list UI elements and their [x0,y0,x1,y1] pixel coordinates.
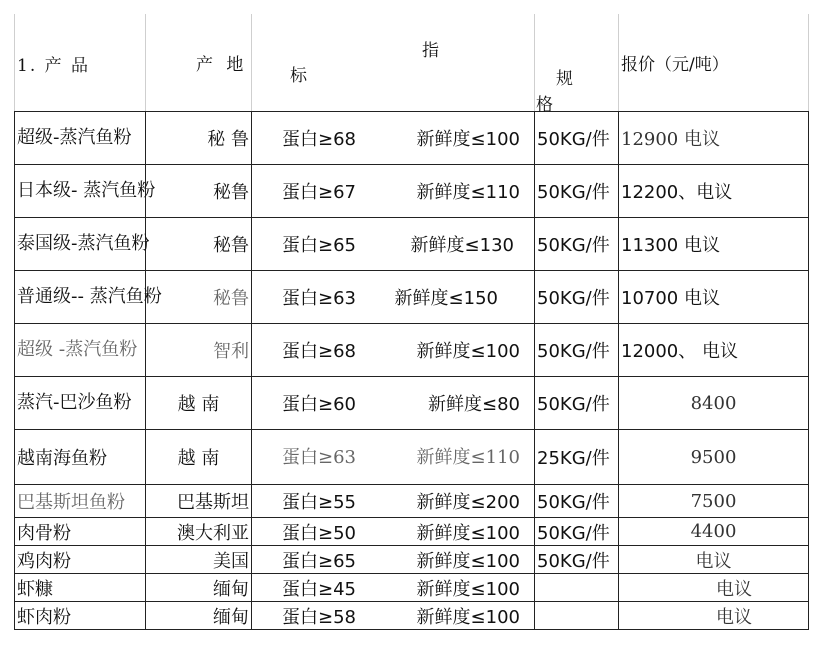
origin-cell: 秘鲁 [146,271,252,324]
product-cell: 巴基斯坦鱼粉 [15,485,146,518]
fishmeal-price-table [14,14,809,630]
origin-cell: 秘 鲁 [146,112,252,165]
product-cell: 鸡肉粉 [15,546,146,574]
product-cell: 普通级-- 蒸汽鱼粉 [15,271,146,324]
header-origin-label: 产 地 [196,55,248,75]
price-cell: 4400 [619,518,809,546]
origin-cell: 缅甸 [146,602,252,630]
product-cell: 蒸汽-巴沙鱼粉 [15,377,146,430]
price-cell: 8400 [619,377,809,430]
freshness-value: 新鲜度≤110 [416,447,520,468]
origin-cell: 智利 [146,324,252,377]
freshness-value: 新鲜度≤100 [416,578,520,600]
freshness-value: 新鲜度≤110 [416,182,520,203]
price-cell: 电议 [619,546,809,574]
table-row [15,165,809,218]
index-cell [252,377,535,430]
spec-cell: 50KG/件 [535,546,619,574]
protein-value: 蛋白≥63 [282,447,356,468]
product-cell: 虾肉粉 [15,602,146,630]
freshness-value: 新鲜度≤100 [416,550,520,572]
freshness-value: 新鲜度≤100 [416,606,520,628]
price-cell: 12000、 电议 [619,324,809,377]
table-row [15,602,809,630]
protein-value: 蛋白≥50 [282,522,356,544]
table-row [15,377,809,430]
origin-cell: 秘鲁 [146,165,252,218]
index-cell [252,165,535,218]
price-cell: 电议 [619,602,809,630]
table-row [15,112,809,165]
header-origin [146,14,252,112]
spec-cell [535,602,619,630]
freshness-value: 新鲜度≤100 [416,341,520,362]
origin-cell: 澳大利亚 [146,518,252,546]
header-product-label: 1. 产 品 [17,56,91,76]
header-price-label: 报价（元/吨） [621,55,729,75]
spec-cell [535,574,619,602]
origin-cell: 秘鲁 [146,218,252,271]
header-index-top: 指 [422,41,439,61]
protein-value: 蛋白≥60 [282,394,356,415]
spec-cell: 50KG/件 [535,271,619,324]
index-cell [252,271,535,324]
table-header-row [15,14,809,112]
index-cell [252,218,535,271]
protein-value: 蛋白≥45 [282,578,356,600]
table-row [15,574,809,602]
spec-cell: 50KG/件 [535,165,619,218]
freshness-value: 新鲜度≤100 [416,129,520,150]
index-cell [252,485,535,518]
freshness-value: 新鲜度≤100 [416,522,520,544]
table-row [15,485,809,518]
header-index-bottom: 标 [290,66,307,86]
protein-value: 蛋白≥58 [282,606,356,628]
product-cell: 肉骨粉 [15,518,146,546]
product-cell: 虾糠 [15,574,146,602]
price-cell: 12900 电议 [619,112,809,165]
spec-cell: 50KG/件 [535,218,619,271]
index-cell [252,546,535,574]
index-cell [252,602,535,630]
table-row [15,218,809,271]
table-row [15,271,809,324]
origin-cell: 缅甸 [146,574,252,602]
header-product [15,14,146,112]
index-cell [252,112,535,165]
price-cell: 7500 [619,485,809,518]
spec-cell: 50KG/件 [535,377,619,430]
price-cell: 电议 [619,574,809,602]
header-price [619,14,809,112]
freshness-value: 新鲜度≤130 [410,235,514,256]
freshness-value: 新鲜度≤150 [394,288,498,309]
spec-cell: 50KG/件 [535,324,619,377]
index-cell [252,574,535,602]
header-spec-bottom: 格 [536,95,553,115]
protein-value: 蛋白≥65 [282,235,356,256]
origin-cell: 越 南 [146,430,252,485]
protein-value: 蛋白≥55 [282,492,356,513]
origin-cell: 美国 [146,546,252,574]
freshness-value: 新鲜度≤80 [428,394,520,415]
product-cell: 泰国级-蒸汽鱼粉 [15,218,146,271]
protein-value: 蛋白≥68 [282,129,356,150]
index-cell [252,430,535,485]
index-cell [252,324,535,377]
price-cell: 10700 电议 [619,271,809,324]
table-row [15,518,809,546]
spec-cell: 25KG/件 [535,430,619,485]
origin-cell: 巴基斯坦 [146,485,252,518]
product-cell: 越南海鱼粉 [15,430,146,485]
header-spec [535,14,619,115]
price-cell: 12200、电议 [619,165,809,218]
freshness-value: 新鲜度≤200 [416,492,520,513]
protein-value: 蛋白≥68 [282,341,356,362]
protein-value: 蛋白≥67 [282,182,356,203]
product-cell: 超级 -蒸汽鱼粉 [15,324,146,377]
header-index [252,14,535,112]
price-cell: 9500 [619,430,809,485]
table-row [15,324,809,377]
protein-value: 蛋白≥63 [282,288,356,309]
product-cell: 日本级- 蒸汽鱼粉 [15,165,146,218]
table-row [15,430,809,485]
table-row [15,546,809,574]
spec-cell: 50KG/件 [535,112,619,165]
spec-cell: 50KG/件 [535,518,619,546]
price-cell: 11300 电议 [619,218,809,271]
origin-cell: 越 南 [146,377,252,430]
header-spec-top: 规 [556,69,573,89]
index-cell [252,518,535,546]
protein-value: 蛋白≥65 [282,550,356,572]
product-cell: 超级-蒸汽鱼粉 [15,112,146,165]
spec-cell: 50KG/件 [535,485,619,518]
